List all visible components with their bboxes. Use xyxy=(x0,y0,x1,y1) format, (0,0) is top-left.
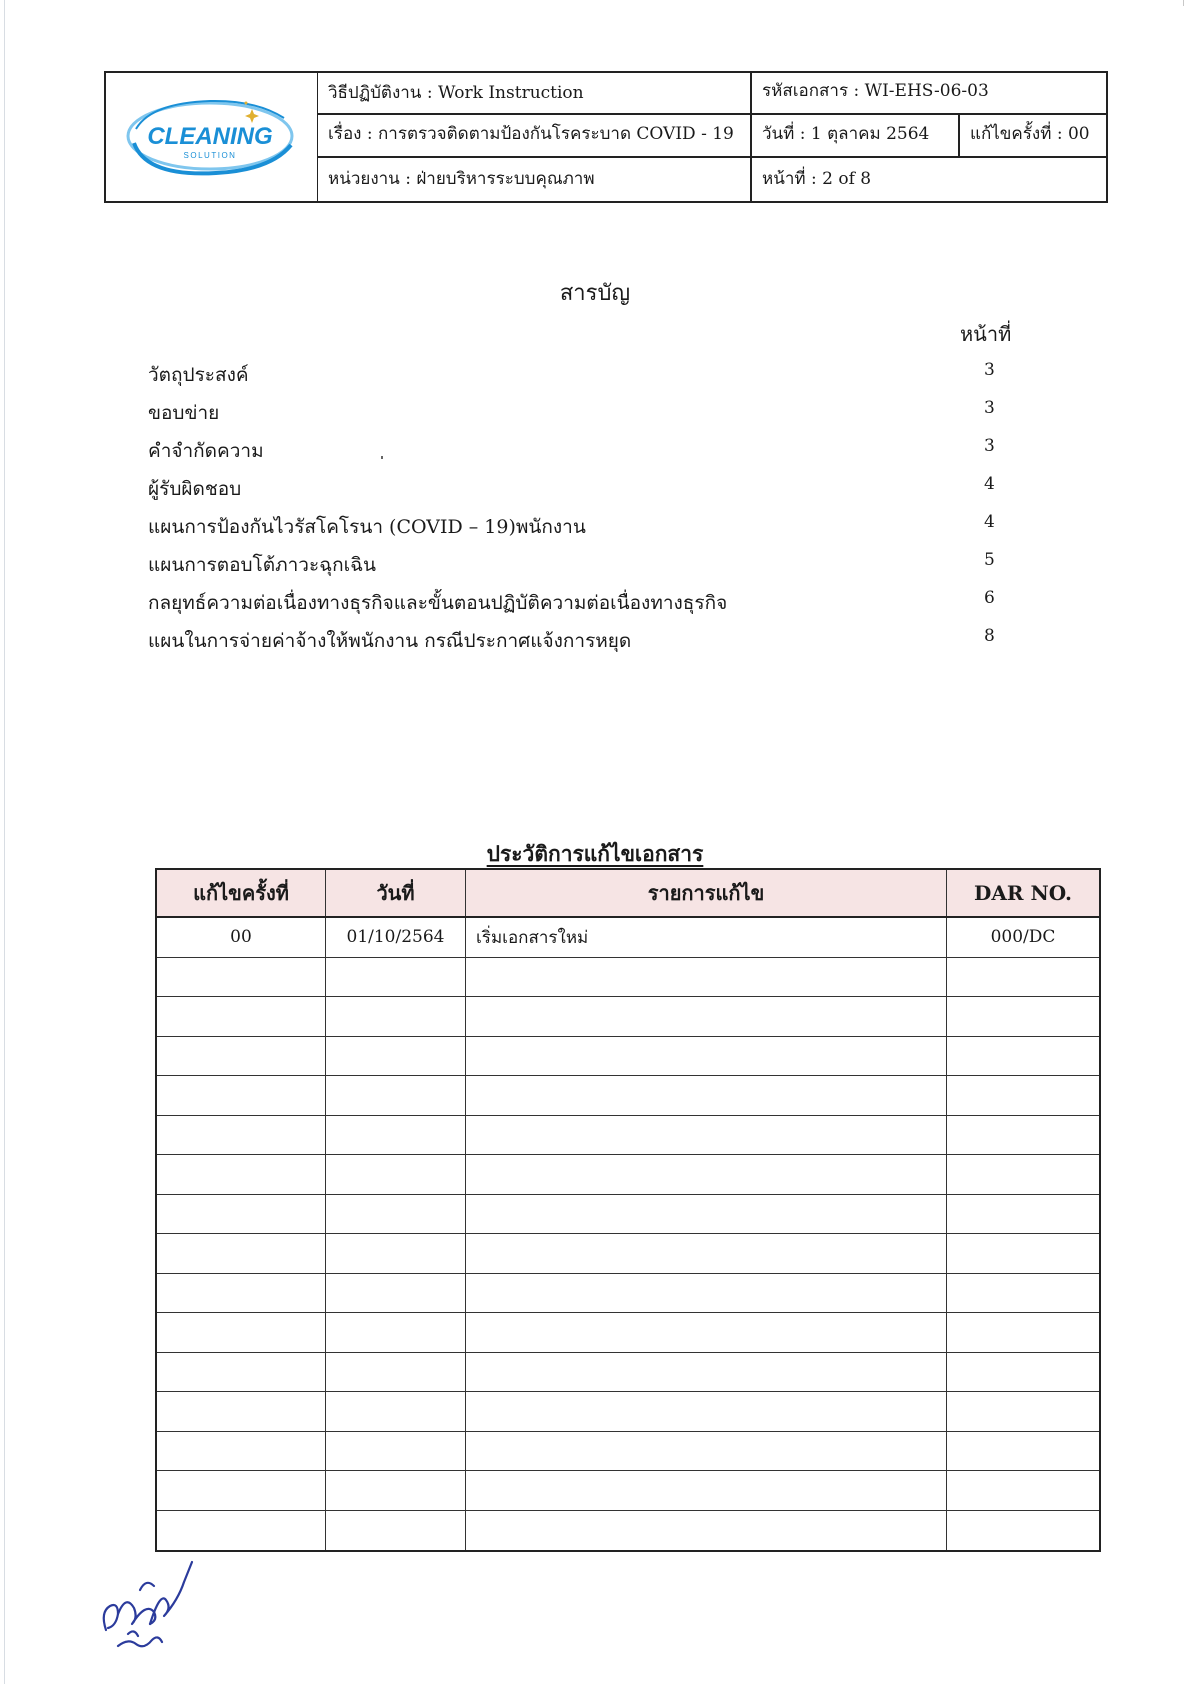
table-row xyxy=(157,918,1099,958)
cell-changes xyxy=(466,1432,947,1471)
cell-date xyxy=(326,1353,466,1392)
toc-item-page: 4 xyxy=(984,474,995,494)
cell-date xyxy=(326,1471,466,1510)
table-row xyxy=(157,1432,1099,1472)
cleaning-solution-logo xyxy=(106,73,317,201)
cell-dar-no xyxy=(947,1511,1099,1551)
toc-item xyxy=(148,470,1008,508)
table-row xyxy=(157,1037,1099,1077)
revision-history-table xyxy=(155,868,1101,1552)
toc-item-page: 3 xyxy=(984,360,995,380)
logo-subtext: SOLUTION xyxy=(183,151,237,160)
cell-date xyxy=(326,1392,466,1431)
table-row xyxy=(157,1471,1099,1511)
cell-date xyxy=(326,1195,466,1234)
cell-changes xyxy=(466,1116,947,1155)
cell-dar-no xyxy=(947,1471,1099,1510)
page-number: หน้าที่ : 2 of 8 xyxy=(762,169,872,189)
col-header-date: วันที่ xyxy=(326,870,466,916)
cell-date xyxy=(326,1037,466,1076)
cell-date xyxy=(326,997,466,1036)
revision-number: แก้ไขครั้งที่ : 00 xyxy=(970,124,1090,144)
cell-dar-no xyxy=(947,1392,1099,1431)
toc-item-page: 5 xyxy=(984,550,995,570)
cell-revision xyxy=(157,1037,326,1076)
table-body xyxy=(157,918,1099,1550)
cell-changes xyxy=(466,1076,947,1115)
toc-item xyxy=(148,622,1008,660)
cell-date xyxy=(326,1511,466,1551)
cell-dar-no xyxy=(947,1116,1099,1155)
cell-date xyxy=(326,1432,466,1471)
cell-changes xyxy=(466,1155,947,1194)
toc-item xyxy=(148,432,1008,470)
table-row xyxy=(157,1195,1099,1235)
toc-item-page: 6 xyxy=(984,588,995,608)
handwritten-signature xyxy=(88,1542,208,1654)
department: หน่วยงาน : ฝ่ายบริหารระบบคุณภาพ xyxy=(328,169,595,189)
table-row xyxy=(157,1116,1099,1156)
cell-date xyxy=(326,1313,466,1352)
cell-changes xyxy=(466,1274,947,1313)
cell-revision xyxy=(157,1234,326,1273)
issue-date: วันที่ : 1 ตุลาคม 2564 xyxy=(762,124,930,144)
col-header-revision: แก้ไขครั้งที่ xyxy=(157,870,326,916)
cell-date xyxy=(326,1076,466,1115)
document-header xyxy=(104,71,1108,203)
toc-item-page: 3 xyxy=(984,436,995,456)
page-edge-tick xyxy=(1183,0,1184,6)
cell-date xyxy=(326,1234,466,1273)
cell-changes xyxy=(466,958,947,997)
toc-list xyxy=(148,356,1008,660)
table-row xyxy=(157,1313,1099,1353)
table-row xyxy=(157,1392,1099,1432)
cell-revision xyxy=(157,1116,326,1155)
cell-dar-no xyxy=(947,958,1099,997)
header-row-divider xyxy=(317,156,1106,158)
logo-cell xyxy=(106,73,318,201)
subject: เรื่อง : การตรวจติดตามป้องกันโรคระบาด COVID - 19 xyxy=(328,124,734,144)
cell-date xyxy=(326,1155,466,1194)
col-header-changes: รายการแก้ไข xyxy=(466,870,947,916)
revision-history-title: ประวัติการแก้ไขเอกสาร xyxy=(486,841,704,866)
cell-revision xyxy=(157,1392,326,1431)
cell-dar-no xyxy=(947,1432,1099,1471)
table-row xyxy=(157,1076,1099,1116)
cell-dar-no xyxy=(947,997,1099,1036)
toc-item xyxy=(148,584,1008,622)
toc-title: สารบัญ xyxy=(559,281,631,306)
cell-revision xyxy=(157,1353,326,1392)
cell-changes xyxy=(466,997,947,1036)
col-header-dar-no: DAR NO. xyxy=(974,881,1072,905)
cell-dar-no: 000/DC xyxy=(990,927,1056,948)
toc-item-title: กลยุทธ์ความต่อเนื่องทางธุรกิจและขั้นตอนปฏิบัติความต่อเนื่องทางธุรกิจ xyxy=(148,592,728,614)
cell-revision: 00 xyxy=(157,918,326,957)
toc-item xyxy=(148,508,1008,546)
toc-item-title: คำจำกัดความ xyxy=(148,440,264,462)
cell-changes xyxy=(466,1353,947,1392)
toc-item-page: 3 xyxy=(984,398,995,418)
toc-item-page: 8 xyxy=(984,626,995,646)
cell-date xyxy=(326,1116,466,1155)
table-row xyxy=(157,997,1099,1037)
cell-revision xyxy=(157,1076,326,1115)
toc-item-title: ผู้รับผิดชอบ xyxy=(148,478,242,500)
table-row xyxy=(157,1511,1099,1551)
doc-code: รหัสเอกสาร : WI-EHS-06-03 xyxy=(762,81,989,101)
cell-date xyxy=(326,958,466,997)
cell-dar-no xyxy=(947,1313,1099,1352)
cell-changes xyxy=(466,1511,947,1551)
cell-dar-no xyxy=(947,1037,1099,1076)
table-row xyxy=(157,1234,1099,1274)
cell-date: 01/10/2564 xyxy=(326,918,466,957)
toc-item-title: วัตถุประสงค์ xyxy=(148,364,249,386)
table-row xyxy=(157,1155,1099,1195)
table-row xyxy=(157,1353,1099,1393)
header-col-divider xyxy=(750,73,752,201)
table-row xyxy=(157,958,1099,998)
cell-dar-no xyxy=(947,1076,1099,1115)
cell-changes: เริ่มเอกสารใหม่ xyxy=(466,918,947,957)
cell-dar-no xyxy=(947,1274,1099,1313)
toc-item-title: แผนการป้องกันไวรัสโคโรนา (COVID – 19)พนักงาน xyxy=(148,516,586,538)
header-col-divider xyxy=(958,113,960,156)
cell-changes xyxy=(466,1234,947,1273)
logo-text: CLEANING xyxy=(147,123,273,150)
cell-revision xyxy=(157,1274,326,1313)
toc-item-page: 4 xyxy=(984,512,995,532)
cell-dar-no xyxy=(947,1155,1099,1194)
scan-speck xyxy=(381,456,383,459)
table-row xyxy=(157,1274,1099,1314)
cell-date xyxy=(326,1274,466,1313)
toc-item-title: แผนการตอบโต้ภาวะฉุกเฉิน xyxy=(148,554,377,576)
cell-dar-no xyxy=(947,1195,1099,1234)
cell-changes xyxy=(466,1037,947,1076)
header-row-divider xyxy=(317,113,1106,115)
cell-changes xyxy=(466,1471,947,1510)
toc-item-title: แผนในการจ่ายค่าจ้างให้พนักงาน กรณีประกาศแจ้งการหยุด xyxy=(148,630,632,652)
toc-item xyxy=(148,356,1008,394)
cell-changes xyxy=(466,1392,947,1431)
cell-revision xyxy=(157,1313,326,1352)
toc-page-header: หน้าที่ xyxy=(960,322,1012,346)
cell-revision xyxy=(157,1471,326,1510)
table-header-row xyxy=(157,870,1099,918)
cell-changes xyxy=(466,1195,947,1234)
toc-item xyxy=(148,546,1008,584)
cell-revision xyxy=(157,1155,326,1194)
cell-revision xyxy=(157,997,326,1036)
cell-revision xyxy=(157,1432,326,1471)
cell-revision xyxy=(157,1195,326,1234)
toc-item-title: ขอบข่าย xyxy=(148,402,220,424)
cell-dar-no xyxy=(947,1234,1099,1273)
procedure-label: วิธีปฏิบัติงาน : Work Instruction xyxy=(328,83,584,103)
cell-dar-no xyxy=(947,1353,1099,1392)
cell-changes xyxy=(466,1313,947,1352)
cell-revision xyxy=(157,958,326,997)
toc-item xyxy=(148,394,1008,432)
